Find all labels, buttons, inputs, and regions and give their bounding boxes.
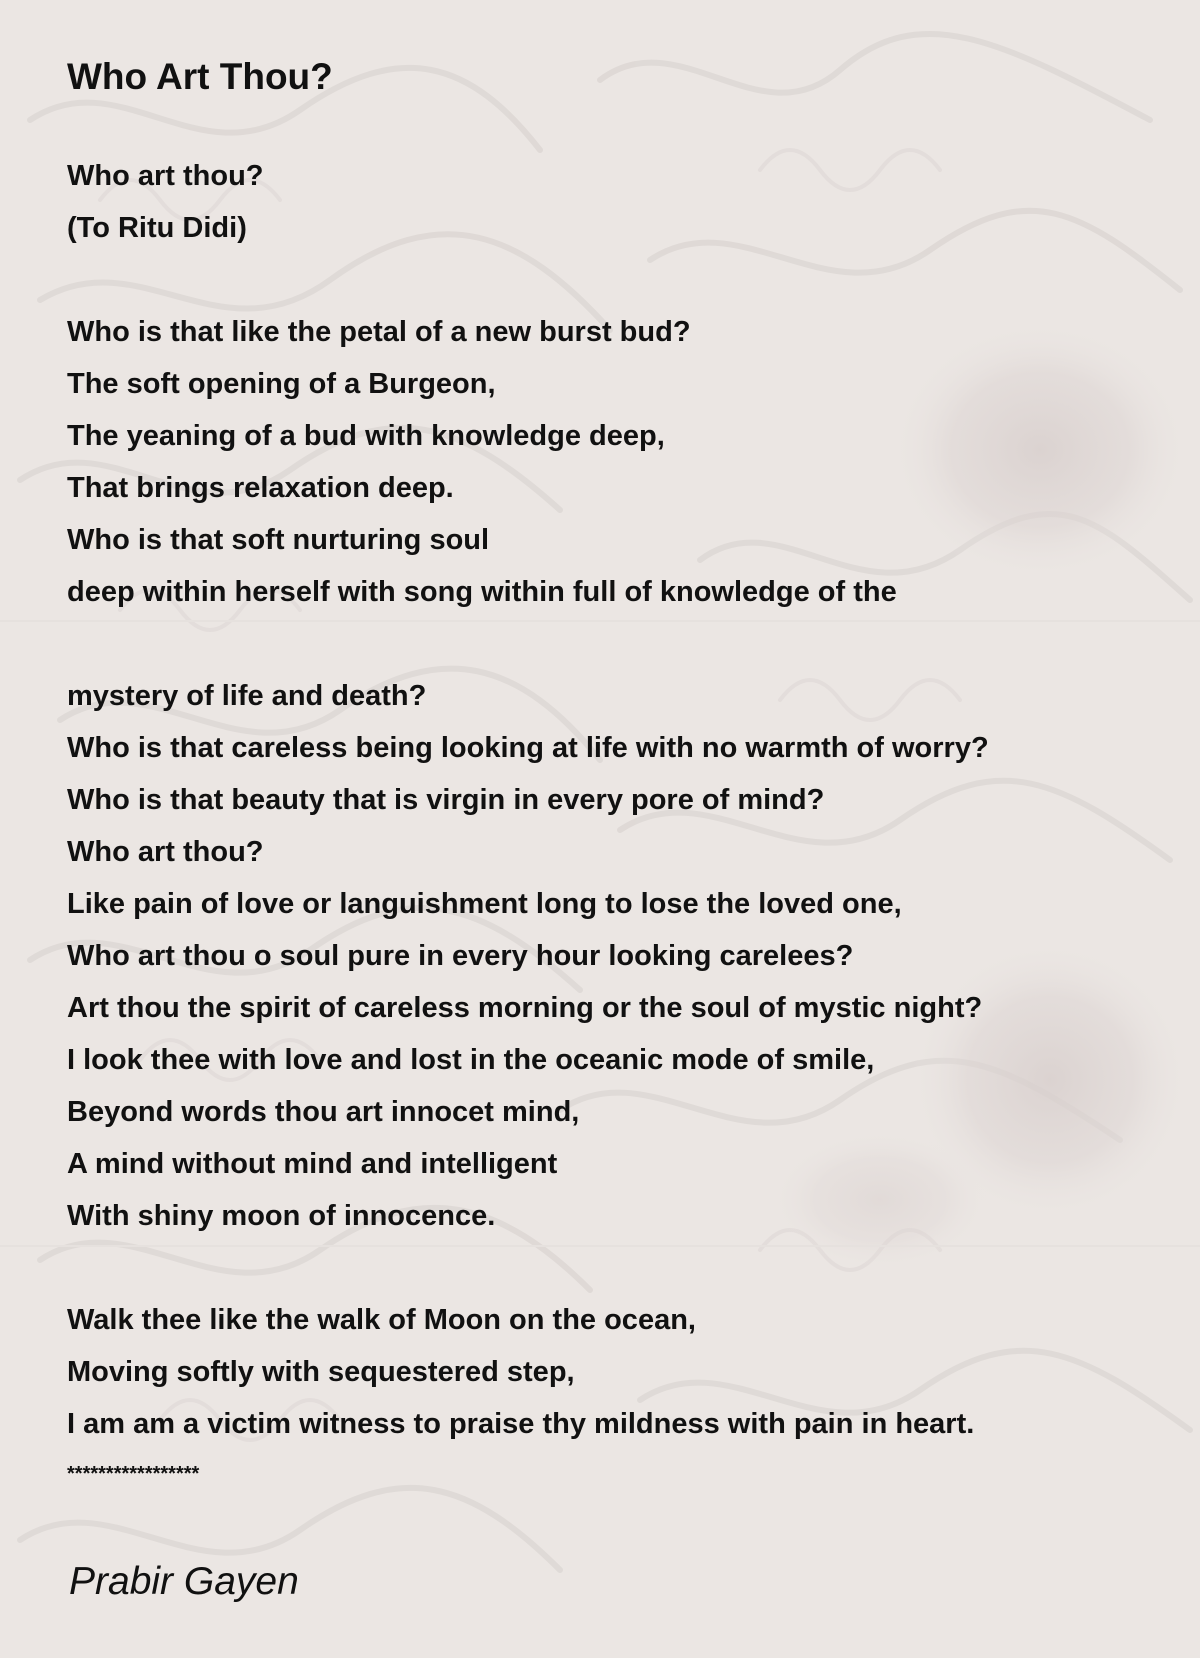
poem-end-marker: ***************** bbox=[67, 1463, 200, 1485]
poem-line: Who is that like the petal of a new burst bud? bbox=[67, 316, 691, 348]
poem-line: Who art thou? bbox=[67, 836, 264, 868]
poem-line: mystery of life and death? bbox=[67, 680, 427, 712]
poem-line: Who is that careless being looking at life with no warmth of worry? bbox=[67, 732, 989, 764]
poem-title: Who Art Thou? bbox=[67, 56, 333, 97]
poem-line: I am am a victim witness to praise thy mildness with pain in heart. bbox=[67, 1408, 975, 1440]
poem-line: Art thou the spirit of careless morning or the soul of mystic night? bbox=[67, 992, 983, 1024]
poem-line: With shiny moon of innocence. bbox=[67, 1200, 496, 1232]
poem-line: I look thee with love and lost in the oceanic mode of smile, bbox=[67, 1044, 875, 1076]
poem-line: Walk thee like the walk of Moon on the ocean, bbox=[67, 1304, 696, 1336]
poem-line: A mind without mind and intelligent bbox=[67, 1148, 558, 1180]
stanza-break bbox=[67, 1242, 1177, 1294]
poem-line: Who art thou o soul pure in every hour looking carelees? bbox=[67, 940, 854, 972]
poem-line: Like pain of love or languishment long to lose the loved one, bbox=[67, 888, 902, 920]
poem-line: Beyond words thou art innocet mind, bbox=[67, 1096, 580, 1128]
stanza-break bbox=[67, 618, 1177, 670]
poem-line: Who art thou? bbox=[67, 160, 264, 192]
poem-line: deep within herself with song within full of knowledge of the bbox=[67, 576, 897, 608]
stanza-break bbox=[67, 254, 1177, 306]
poem-line: Who is that beauty that is virgin in every pore of mind? bbox=[67, 784, 825, 816]
poem-body bbox=[67, 150, 1177, 1494]
poem-line: The yeaning of a bud with knowledge deep, bbox=[67, 420, 665, 452]
poem-line: Moving softly with sequestered step, bbox=[67, 1356, 575, 1388]
poem-line: Who is that soft nurturing soul bbox=[67, 524, 490, 556]
poem-line: (To Ritu Didi) bbox=[67, 212, 247, 244]
author-name: Prabir Gayen bbox=[69, 1560, 299, 1603]
poem-line: That brings relaxation deep. bbox=[67, 472, 454, 504]
poem-line: The soft opening of a Burgeon, bbox=[67, 368, 496, 400]
